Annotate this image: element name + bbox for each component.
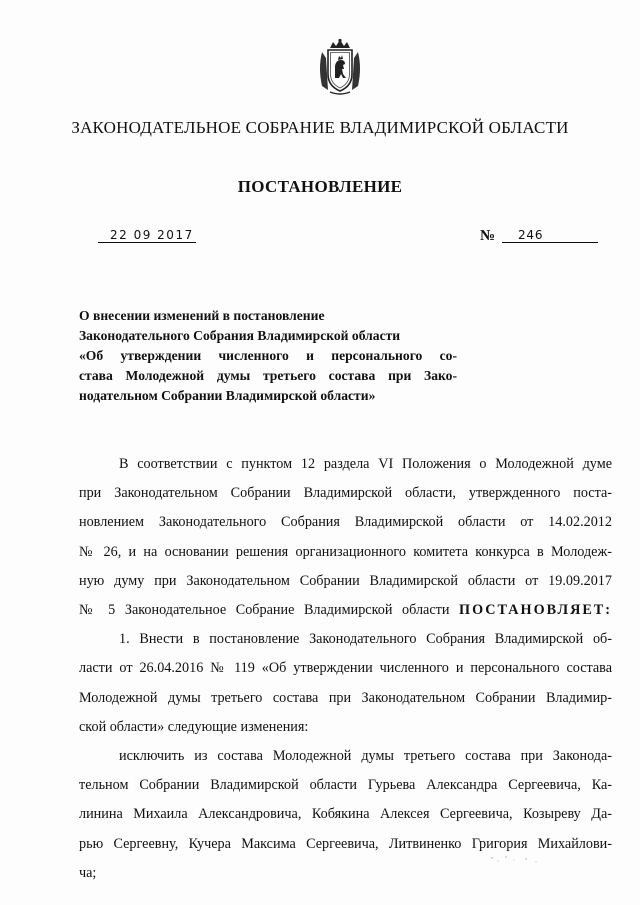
document-number xyxy=(480,224,600,248)
subject-line: О внесении изменений в постановление xyxy=(79,308,325,323)
body-line: № 26, и на основании решения организационного комитета конкурса в Молодеж- xyxy=(79,543,612,560)
body-line: рью Сергеевну, Кучера Максима Сергеевича, Литвиненко Григория Михайлови- xyxy=(79,835,612,852)
organization-title: ЗАКОНОДАТЕЛЬНОЕ СОБРАНИЕ ВЛАДИМИРСКОЙ ОБЛАСТИ xyxy=(71,118,569,137)
scan-artifact xyxy=(488,852,548,866)
resolves-keyword: ПОСТАНОВЛЯЕТ: xyxy=(459,602,612,619)
body-line-text: № 5 Законодательное Собрание Владимирской области xyxy=(79,602,450,619)
body-line: Молодежной думы третьего состава при Законодательном Собрании Владимир- xyxy=(79,689,612,706)
document-body xyxy=(79,450,612,888)
document-type-title: ПОСТАНОВЛЕНИЕ xyxy=(237,177,403,196)
document-date: 22 09 2017 xyxy=(98,228,196,243)
number-value: 246 xyxy=(502,228,598,243)
subject-line: «Об утверждении численного и персонального со- xyxy=(79,348,457,363)
body-line: ласти от 26.04.2016 № 119 «Об утверждении численного и персонального состава xyxy=(79,660,612,677)
number-label: № xyxy=(480,228,496,244)
body-line: при Законодательном Собрании Владимирской области, утвержденного поста- xyxy=(79,485,612,502)
body-line-resolves xyxy=(79,596,612,625)
coat-of-arms-icon xyxy=(316,38,364,96)
body-line: ча; xyxy=(79,864,97,881)
body-line: 1. Внести в постановление Законодательного Собрания Владимирской об- xyxy=(119,631,612,648)
document-subject xyxy=(79,306,457,406)
body-line: тельном Собрании Владимирской области Гурьева Александра Сергеевича, Ка- xyxy=(79,777,612,794)
subject-line: Законодательного Собрания Владимирской области xyxy=(79,328,401,343)
subject-line: нодательном Собрании Владимирской области» xyxy=(79,388,376,403)
body-line: новлением Законодательного Собрания Владимирской области от 14.02.2012 xyxy=(79,514,612,531)
body-line: В соответствии с пунктом 12 раздела VI Положения о Молодежной думе xyxy=(119,456,612,472)
subject-line: става Молодежной думы третьего состава при Зако- xyxy=(79,368,457,383)
body-line: ской области» следующие изменения: xyxy=(79,718,309,735)
body-line: линина Михаила Александровича, Кобякина Алексея Сергеевича, Козыреву Да- xyxy=(79,806,612,823)
body-line: исключить из состава Молодежной думы третьего состава при Законода- xyxy=(119,748,612,765)
body-line: ную думу при Законодательном Собрании Владимирской области от 19.09.2017 xyxy=(79,572,612,589)
